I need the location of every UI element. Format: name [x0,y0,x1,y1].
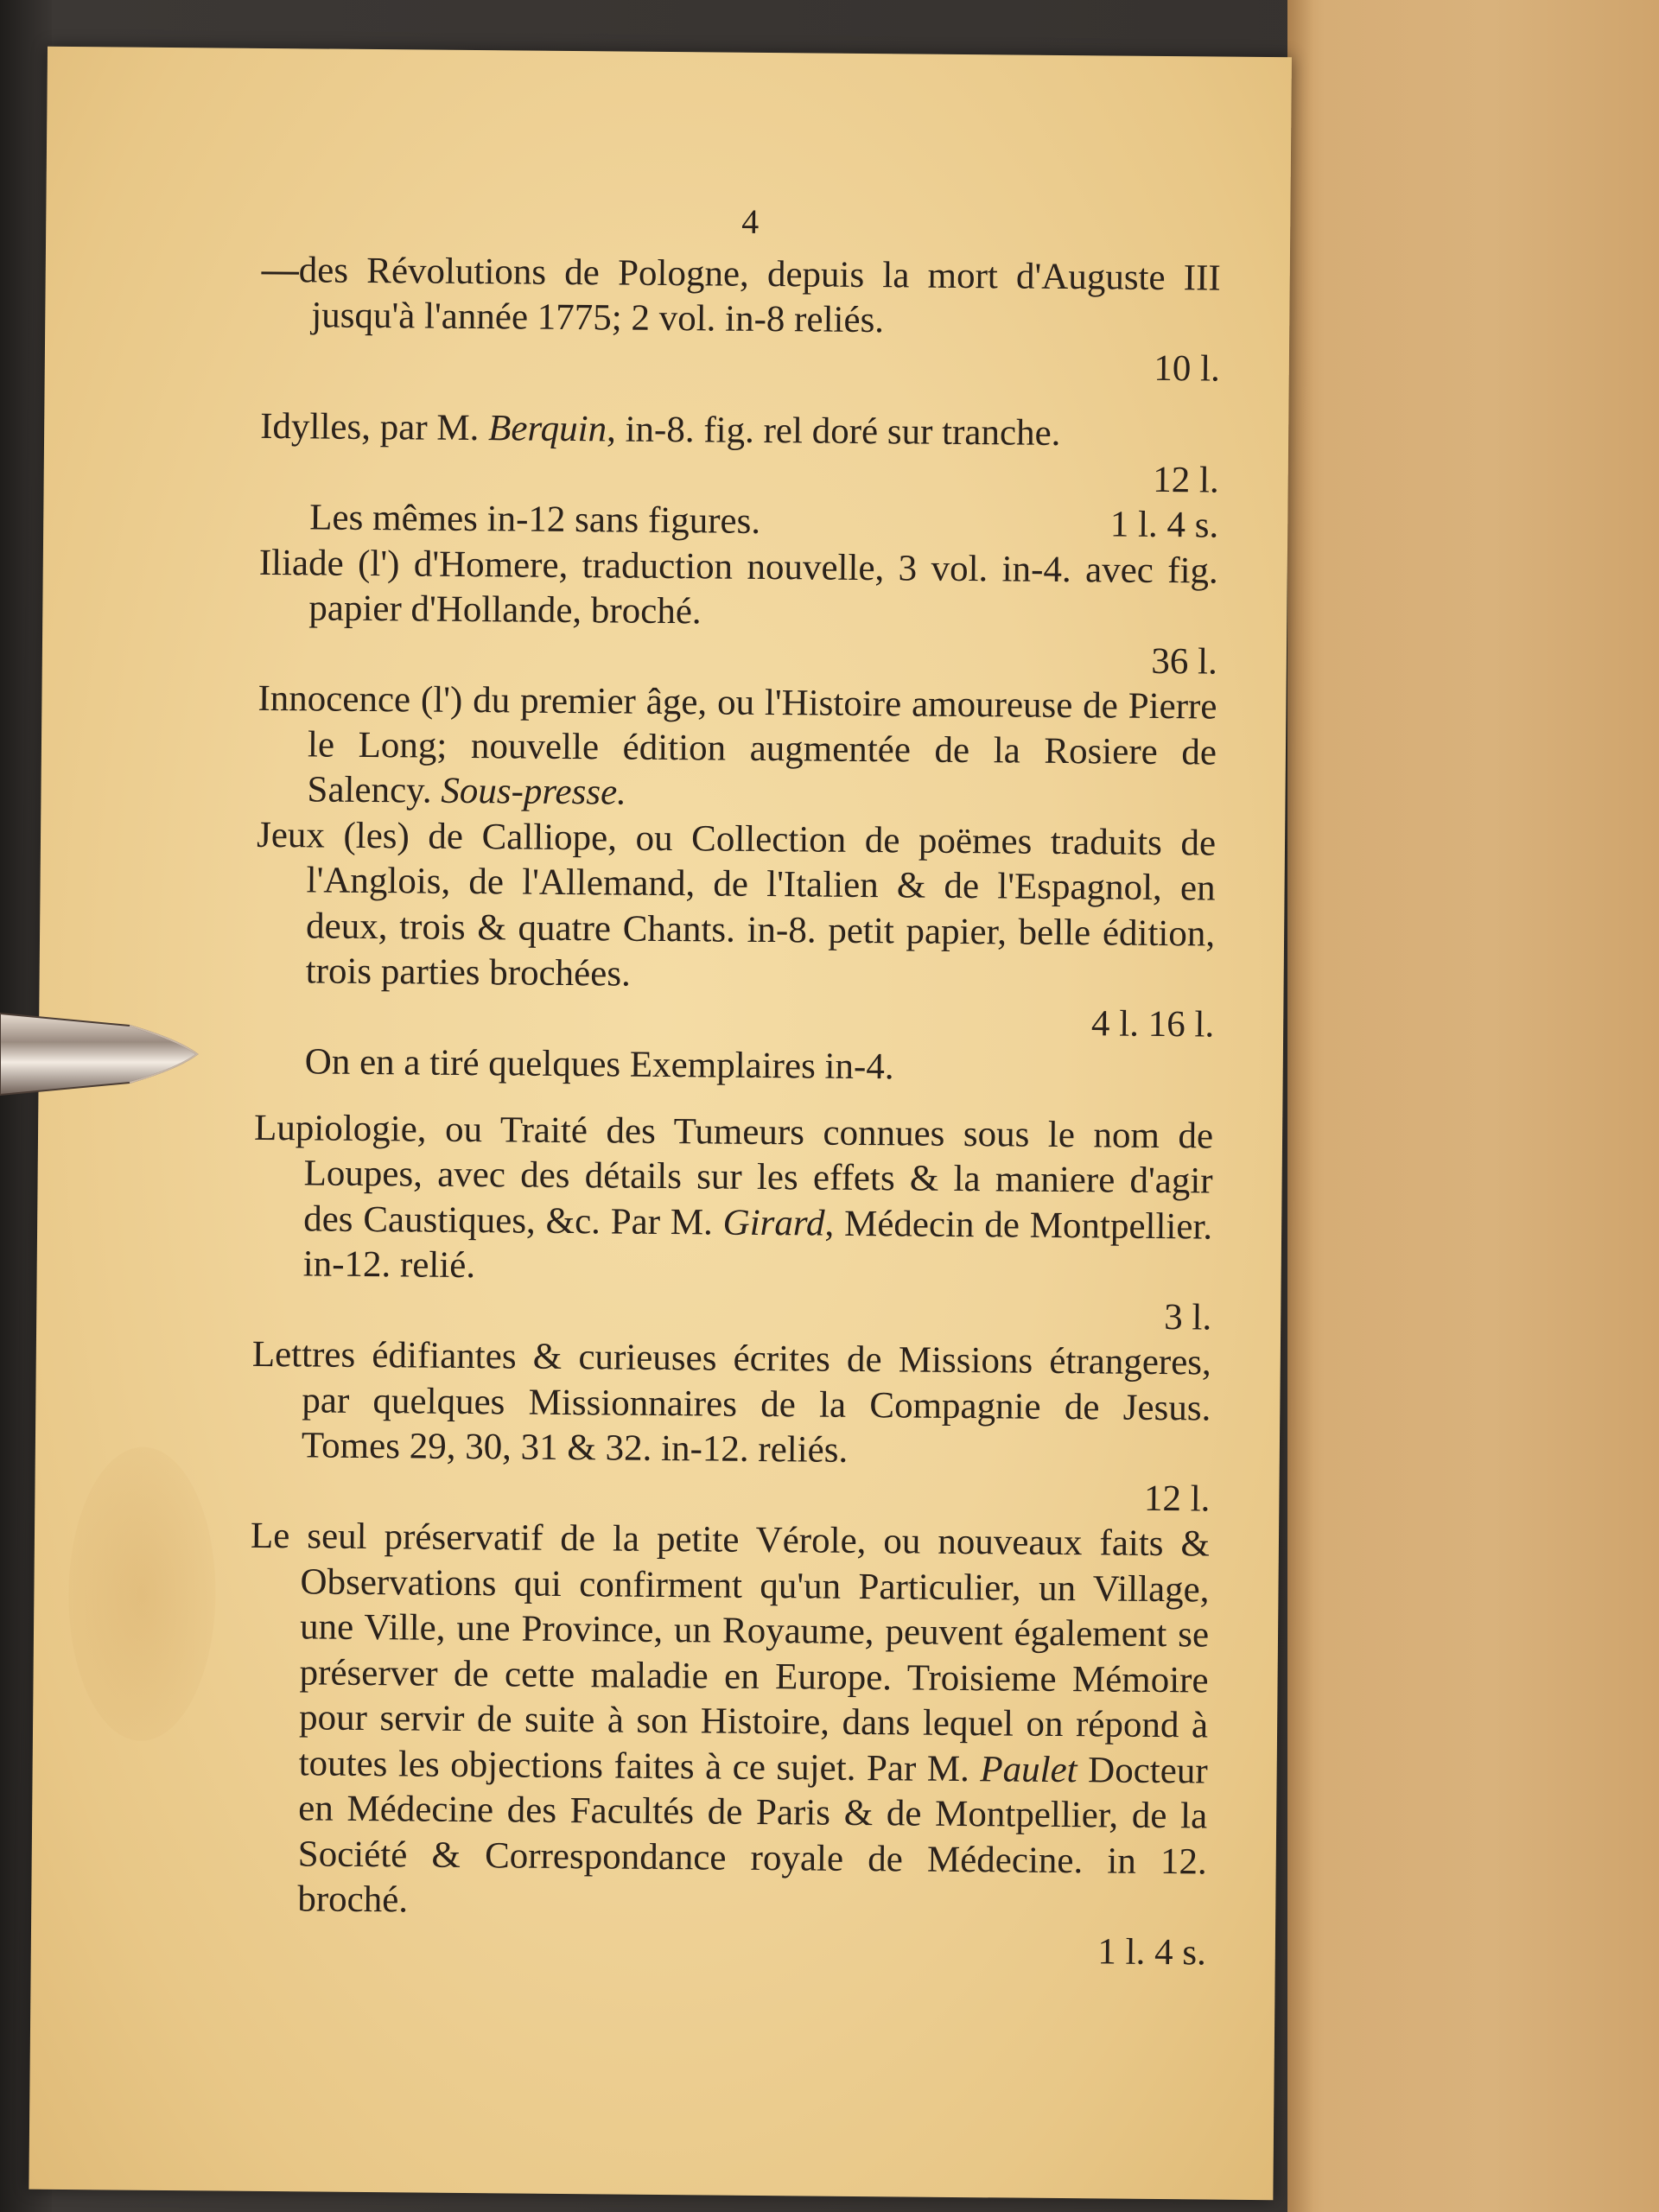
page-number: 4 [741,201,760,241]
entry-text: des Révolutions de Pologne, depuis la mort d'Auguste III jusqu'à l'année 1775; 2 vol. in-8 reliés. [298,249,1221,341]
entry-text: Docteur en Médecine des Facultés de Paris & de Montpellier, de la Société & Correspondance royale de Médecine. in 12. broché. [297,1749,1208,1921]
entry-price: 12 l. [1143,1478,1211,1520]
entry-price: 4 l. 16 l. [1090,1002,1215,1046]
entry-text: Iliade (l') d'Homere, traduction nouvelle, 3 vol. in-4. avec fig. papier d'Hollande, broché. [258,542,1218,632]
entry-dash: — [261,249,299,290]
entry-price: 12 l. [1153,459,1219,501]
entry-text: Innocence (l') du premier âge, ou l'Histoire amoureuse de Pierre le Long; nouvelle édition augmentée de la Rosiere de Salency. [257,677,1217,811]
entry-author: Berquin [487,408,607,450]
entry-text: Lettres édifiantes & curieuses écrites de Missions étrangeres, par quelques Missionnaires de la Compagnie de Jesus. Tomes 29, 30, 31 & 32. in-12. reliés. [251,1333,1211,1471]
catalog-subentry [255,1039,1214,1093]
entry-price: 10 l. [1154,347,1221,390]
entry-text: Lupiologie, ou Traité des Tumeurs connues sous le nom de Loupes, avec des détails sur les effets & la maniere d'agir des Caustiques, &c. Par M. [253,1107,1214,1243]
catalog-entry [260,404,1220,504]
subentry-price: 1 l. 4 s. [1109,504,1219,546]
book-page [29,47,1292,2200]
catalog-subentry [259,495,1218,549]
catalog-entry [251,1332,1211,1522]
back-leaf [1287,0,1659,2212]
entry-price: 3 l. [1164,1296,1212,1338]
catalog-entry [258,540,1218,684]
catalog-entry [255,812,1216,1047]
entry-text: , Médecin de Montpellier. in-12. relié. [302,1203,1213,1287]
entry-author: Girard [722,1202,825,1244]
entry-title: Idylles [259,405,362,448]
entry-text: , par M. [361,406,489,449]
entry-text: Le seul préservatif de la petite Vérole, ou nouveaux faits & Observations qui confirment qu'un Particulier, un Village, une Ville, une Province, un Royaume, peuvent également se préserver de cette maladie en Europe. Troisieme Mémoire pour servir de suite à son Histoire, dans lequel on répond à toutes les objections faites à ce sujet. Par M. [250,1515,1211,1789]
catalog-entry [247,1514,1211,1976]
entry-price: 1 l. 4 s. [1097,1930,1207,1974]
subentry-text: On en a tiré quelques Exemplaires in-4. [304,1041,894,1088]
entry-text: , in-8. fig. rel doré sur tranche. [606,409,1061,454]
catalog-entry [257,677,1217,821]
entry-author: Paulet [980,1748,1077,1790]
catalog-entry [252,1105,1213,1340]
catalog-entry [261,247,1221,391]
entry-text: Jeux (les) de Calliope, ou Collection de poëmes traduits de l'Anglois, de l'Allemand, de l'Italien & de l'Espagnol, en deux, trois & quatre Chants. in-8. petit papier, belle édition, trois parties brochées. [256,814,1217,995]
pen-tip [0,1007,203,1102]
subentry-text: Les mêmes in-12 sans figures. [309,497,761,542]
entry-price: 36 l. [1151,640,1218,683]
page-text [247,195,1222,1976]
entry-status: Sous-presse. [441,770,627,813]
page-stain [67,1446,217,1741]
